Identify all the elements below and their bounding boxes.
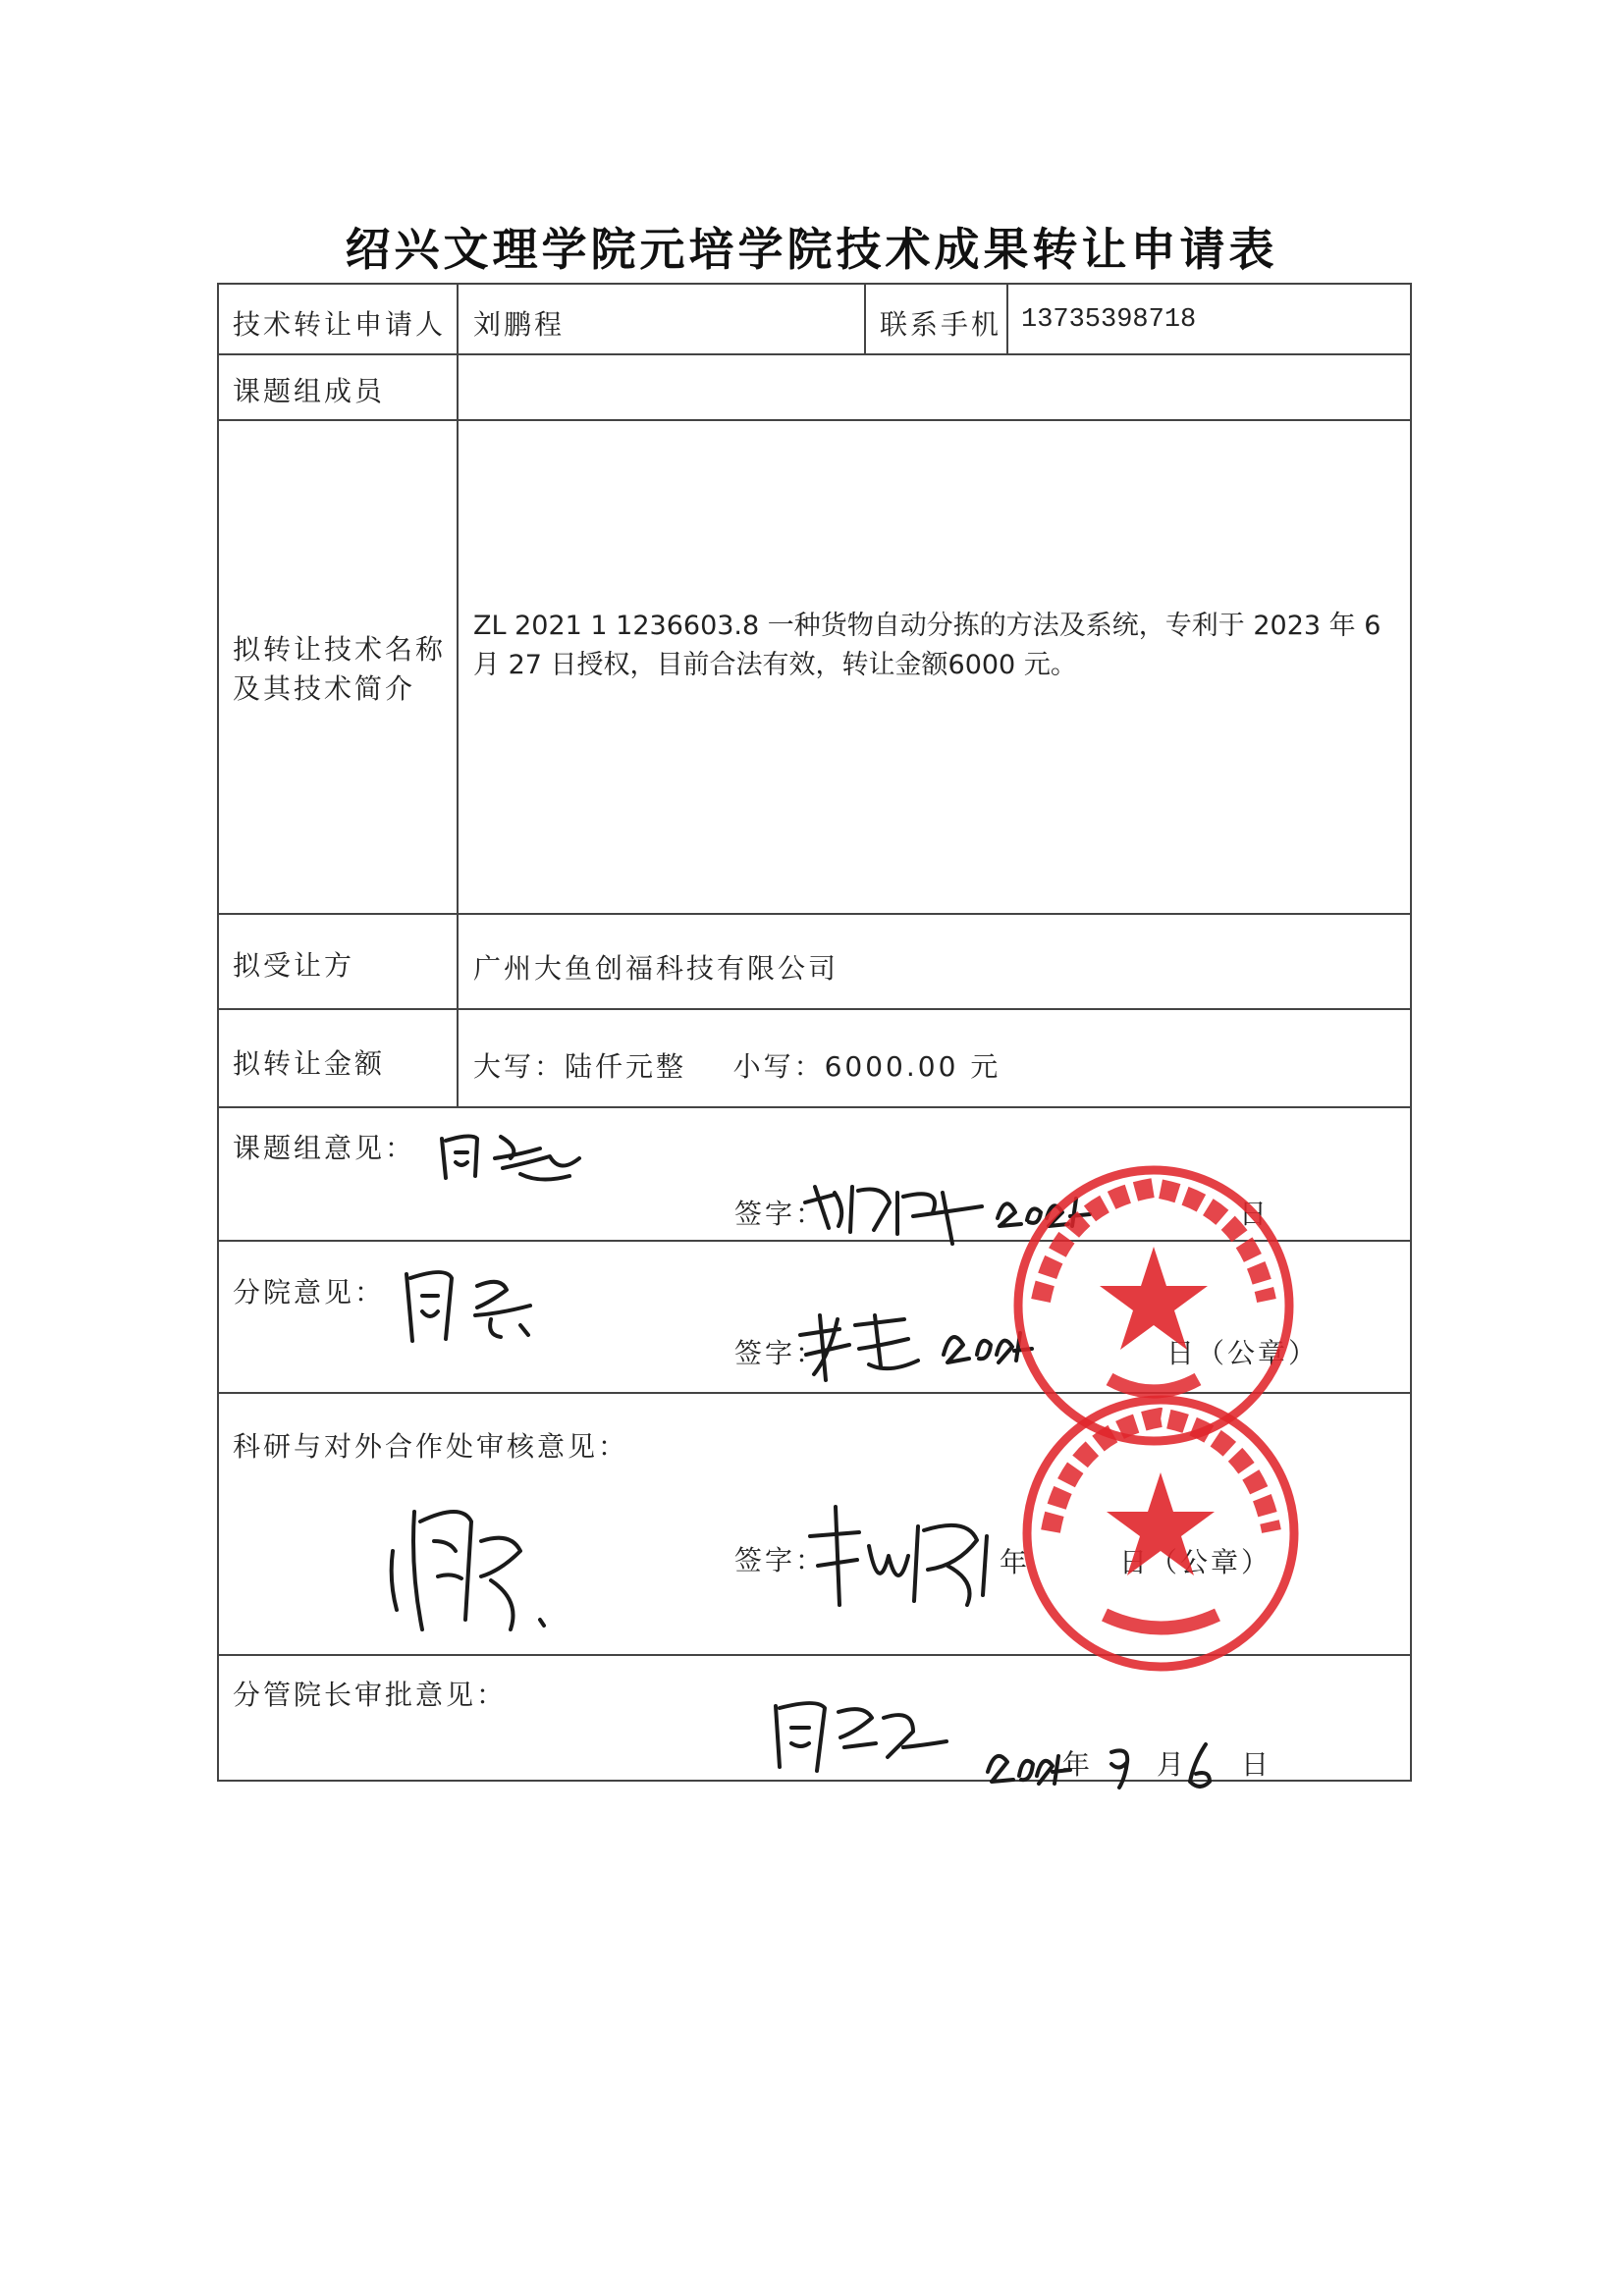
branch-approval-handwriting bbox=[393, 1256, 560, 1350]
row-divider bbox=[217, 419, 1412, 421]
research-date-year-label: 年 bbox=[1000, 1546, 1031, 1578]
tech-label-line1: 拟转让技术名称 bbox=[233, 633, 447, 666]
group-sign-label: 签字： bbox=[734, 1198, 827, 1230]
group-date-day-label: 日 bbox=[1239, 1198, 1271, 1230]
members-label: 课题组成员 bbox=[233, 375, 386, 407]
phone-label: 联系手机 bbox=[880, 308, 1002, 341]
dean-date-year-label: 年 bbox=[1062, 1748, 1094, 1781]
research-signature bbox=[800, 1497, 1006, 1615]
research-approval-handwriting bbox=[363, 1482, 560, 1639]
phone-value: 13735398718 bbox=[1021, 305, 1197, 335]
assignee-value: 广州大鱼创福科技有限公司 bbox=[473, 952, 839, 985]
dean-date-day-label: 日 bbox=[1241, 1748, 1272, 1781]
branch-opinion-label: 分院意见： bbox=[233, 1276, 386, 1308]
branch-date-tail: 日（公章） bbox=[1166, 1337, 1320, 1369]
row-divider bbox=[217, 913, 1412, 915]
dean-date-handwriting bbox=[982, 1733, 1247, 1796]
group-signature bbox=[795, 1173, 997, 1252]
tech-label-line2: 及其技术简介 bbox=[233, 672, 416, 705]
column-divider bbox=[457, 283, 459, 1106]
research-date-tail: 日（公章） bbox=[1119, 1546, 1272, 1578]
dean-signature bbox=[766, 1688, 952, 1777]
row-divider bbox=[217, 1008, 1412, 1010]
research-opinion-label: 科研与对外合作处审核意见： bbox=[233, 1430, 629, 1463]
group-opinion-label: 课题组意见： bbox=[233, 1132, 416, 1164]
branch-signature bbox=[790, 1306, 928, 1389]
dean-opinion-label: 分管院长审批意见： bbox=[233, 1679, 508, 1711]
row-divider bbox=[217, 353, 1412, 355]
applicant-label: 技术转让申请人 bbox=[233, 308, 447, 341]
group-approval-handwriting bbox=[432, 1119, 589, 1193]
applicant-value: 刘鹏程 bbox=[473, 308, 566, 341]
assignee-label: 拟受让方 bbox=[233, 949, 355, 982]
amount-label: 拟转让金额 bbox=[233, 1047, 386, 1080]
column-divider bbox=[1006, 283, 1008, 353]
row-divider bbox=[217, 1106, 1412, 1108]
research-sign-label: 签字： bbox=[734, 1544, 827, 1576]
branch-sign-label: 签字： bbox=[734, 1337, 827, 1369]
tech-description: ZL 2021 1 1236603.8 一种货物自动分拣的方法及系统，专利于 2023 年 6 月 27 日授权，目前合法有效，转让金额6000 元。 bbox=[473, 611, 1381, 680]
amount-value: 大写：陆仟元整 小写：6000.00 元 bbox=[473, 1050, 1001, 1083]
research-official-seal bbox=[1011, 1384, 1311, 1683]
column-divider bbox=[864, 283, 866, 353]
form-title: 绍兴文理学院元培学院技术成果转让申请表 bbox=[345, 223, 1278, 276]
dean-date-month-label: 月 bbox=[1157, 1748, 1188, 1781]
